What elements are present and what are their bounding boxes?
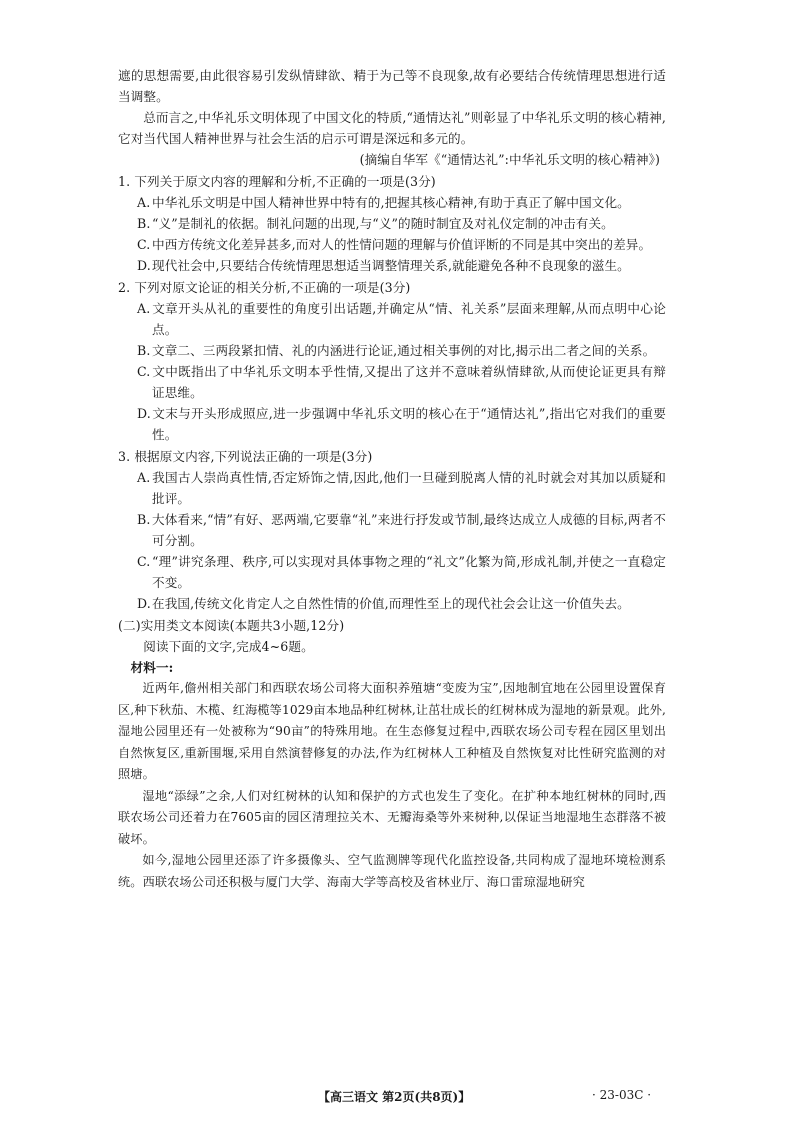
option-text: “义”是制礼的依据。制礼问题的出现,与“义”的随时制宜及对礼仪定制的冲击有关。 bbox=[152, 216, 614, 231]
option-text: 大体看来,“情”有好、恶两端,它要靠“礼”来进行抒发或节制,最终达成立人成德的目标,两者不可分割。 bbox=[152, 512, 666, 548]
source-citation: (摘编自华军《“通情达礼”:中华礼乐文明的核心精神》) bbox=[359, 152, 660, 167]
option-a bbox=[133, 298, 666, 340]
option-letter: D. bbox=[137, 258, 151, 273]
question-2 bbox=[118, 277, 666, 445]
material-label: 材料一: bbox=[130, 660, 174, 675]
footer-code: · 23-03C · bbox=[592, 1088, 652, 1102]
footer-page-info: 【高三语文 第2页(共8页)】 bbox=[318, 1090, 471, 1104]
option-text: 文末与开头形成照应,进一步强调中华礼乐文明的核心在于“通情达礼”,指出它对我们的重要性。 bbox=[152, 406, 666, 442]
option-c bbox=[133, 361, 666, 403]
option-letter: B. bbox=[137, 216, 151, 231]
option-text: 我国古人崇尚真性情,否定矫饰之情,因此,他们一旦碰到脱离人情的礼时就会对其加以质疑和批评。 bbox=[152, 470, 666, 506]
option-text: 文中既指出了中华礼乐文明本乎性情,又提出了这并不意味着纵情肆欲,从而使论证更具有辩证思维。 bbox=[152, 364, 666, 400]
option-letter: A. bbox=[137, 301, 151, 316]
reading-instruction: 阅读下面的文字,完成4~6题。 bbox=[143, 639, 314, 654]
option-text: 中华礼乐文明是中国人精神世界中特有的,把握其核心精神,有助于真正了解中国文化。 bbox=[152, 195, 630, 210]
option-letter: C. bbox=[137, 237, 151, 252]
question-3 bbox=[118, 446, 666, 614]
question-stem: 3. 根据原文内容,下列说法正确的一项是(3分) bbox=[118, 449, 373, 464]
question-stem: 1. 下列关于原文内容的理解和分析,不正确的一项是(3分) bbox=[118, 174, 436, 189]
material-paragraph: 如今,湿地公园里还添了许多摄像头、空气监测牌等现代化监控设备,共同构成了湿地环境检测系统。西联农场公司还积极与厦门大学、海南大学等高校及省林业厅、海口雷琼湿地研究 bbox=[118, 853, 666, 889]
option-b bbox=[133, 213, 666, 234]
option-text: 文章二、三两段紧扣情、礼的内涵进行论证,通过相关事例的对比,揭示出二者之间的关系。 bbox=[152, 343, 656, 358]
option-text: 在我国,传统文化肯定人之自然性情的价值,而理性至上的现代社会会让这一价值失去。 bbox=[152, 596, 630, 611]
option-letter: B. bbox=[137, 512, 151, 527]
material-paragraph: 湿地“添绿”之余,人们对红树林的认知和保护的方式也发生了变化。在扩种本地红树林的同时,西联农场公司还着力在7605亩的园区清理拉关木、无瓣海桑等外来树种,以保证当地湿地生态群落不被破坏。 bbox=[118, 788, 666, 846]
option-text: 现代社会中,只要结合传统情理思想适当调整情理关系,就能避免各种不良现象的滋生。 bbox=[152, 258, 630, 273]
option-b bbox=[133, 340, 666, 361]
option-d bbox=[133, 255, 666, 276]
option-c bbox=[133, 234, 666, 255]
option-letter: D. bbox=[137, 596, 151, 611]
option-b bbox=[133, 509, 666, 551]
material-paragraph: 近两年,儋州相关部门和西联农场公司将大面积养殖塘“变废为宝”,因地制宜地在公园里设置保育区,种下秋茄、木榄、红海榄等1029亩本地品种红树林,让茁壮成长的红树林成为湿地的新景观。此外,湿地公园里还有一处被称为“90亩”的特殊用地。在生态修复过程中,西联农场公司专程在园区里划出自然恢复区,重新围堰,采用自然演替修复的办法,作为红树林人工种植及自然恢复对比性研究监测的对照塘。 bbox=[118, 681, 666, 781]
option-letter: C. bbox=[137, 554, 151, 569]
option-letter: B. bbox=[137, 343, 151, 358]
option-letter: D. bbox=[137, 406, 151, 421]
option-a bbox=[133, 192, 666, 213]
question-stem: 2. 下列对原文论证的相关分析,不正确的一项是(3分) bbox=[118, 280, 411, 295]
paragraph-continued: 遮的思想需要,由此很容易引发纵情肆欲、精于为己等不良现象,故有必要结合传统情理思想进行适当调整。 bbox=[118, 68, 666, 104]
option-text: 文章开头从礼的重要性的角度引出话题,并确定从“情、礼关系”层面来理解,从而点明中心论点。 bbox=[152, 301, 666, 337]
option-a bbox=[133, 467, 666, 509]
option-letter: A. bbox=[137, 195, 151, 210]
section-heading: (二)实用类文本阅读(本题共3小题,12分) bbox=[118, 618, 345, 633]
option-letter: A. bbox=[137, 470, 151, 485]
paragraph-conclusion: 总而言之,中华礼乐文明体现了中国文化的特质,“通情达礼”则彰显了中华礼乐文明的核心精神,它对当代国人精神世界与社会生活的启示可谓是深远和多元的。 bbox=[118, 110, 666, 146]
option-c bbox=[133, 551, 666, 593]
option-text: 中西方传统文化差异甚多,而对人的性情问题的理解与价值评断的不同是其中突出的差异。 bbox=[152, 237, 652, 252]
question-1 bbox=[118, 171, 666, 276]
option-d bbox=[133, 403, 666, 445]
option-text: “理”讲究条理、秩序,可以实现对具体事物之理的“礼文”化繁为简,形成礼制,并使之一直稳定不变。 bbox=[152, 554, 666, 590]
option-d bbox=[133, 593, 666, 614]
option-letter: C. bbox=[137, 364, 151, 379]
page-content bbox=[118, 65, 666, 893]
